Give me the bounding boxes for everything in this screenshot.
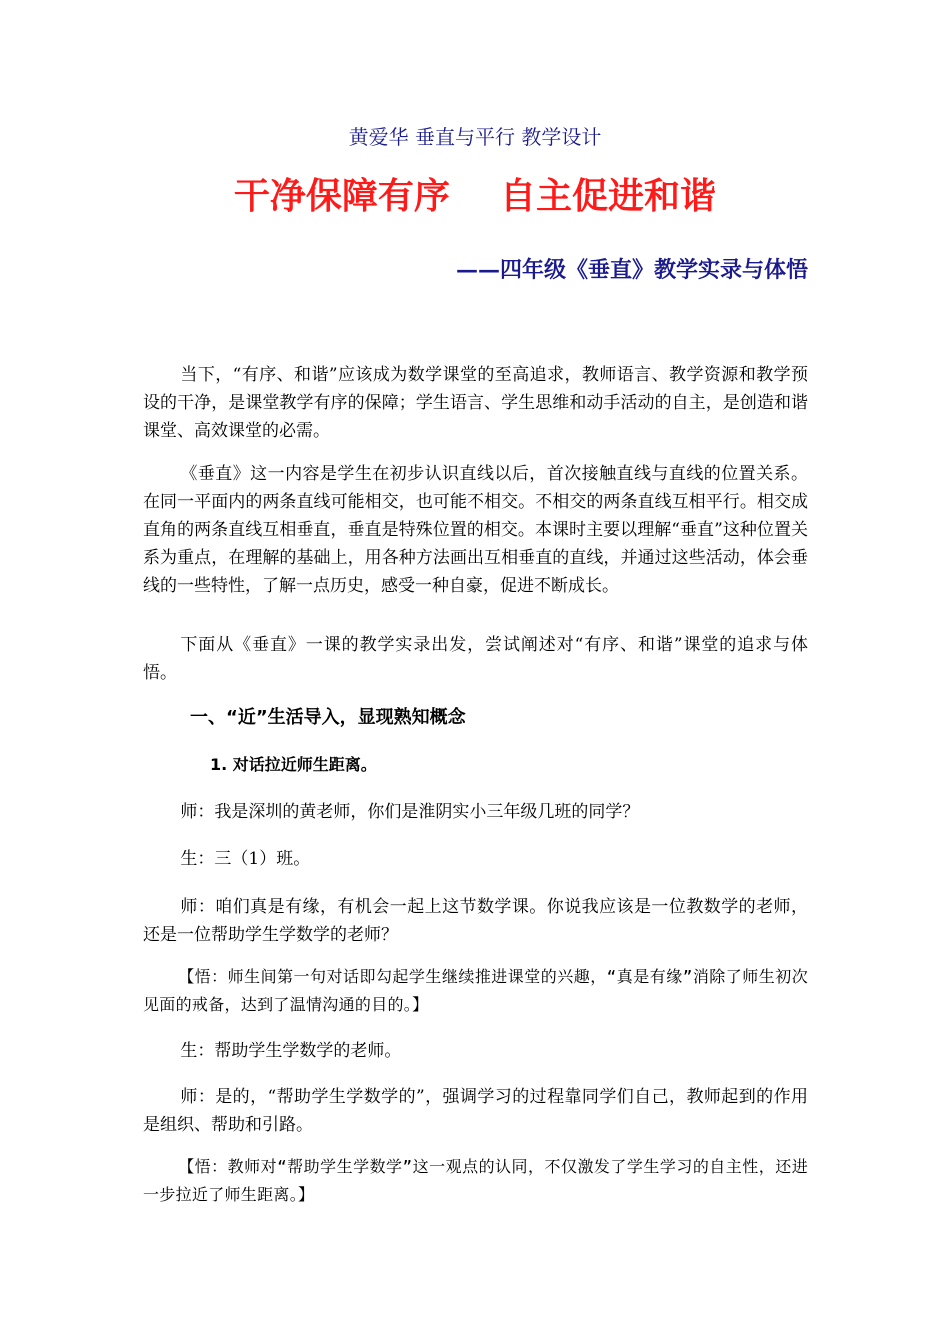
dialogue-line: 师：我是深圳的黄老师，你们是淮阴实小三年级几班的同学？ <box>180 802 640 822</box>
section-heading: 一、“近”生活导入，显现熟知概念 <box>190 707 466 728</box>
dialogue-line: 生：帮助学生学数学的老师。 <box>180 1041 402 1061</box>
dialogue-line: 师：咱们真是有缘，有机会一起上这节数学课。你说我应该是一位教数学的老师，还是一位帮助学生学数学的老师？ <box>143 897 808 945</box>
document-header: 黄爱华 垂直与平行 教学设计 <box>348 125 602 149</box>
dialogue-line: 生：三（1）班。 <box>180 849 311 869</box>
intro-paragraph-2: 《垂直》这一内容是学生在初步认识直线以后，首次接触直线与直线的位置关系。在同一平面内的两条直线可能相交，也可能不相交。不相交的两条直线互相平行。相交成直角的两条直线互相垂直，垂直是特殊位置的相交。本课时主要以理解“垂直”这种位置关系为重点，在理解的基础上，用各种方法画出互相垂直的直线，并通过这些活动，体会垂线的一些特性，了解一点历史，感受一种自豪，促进不断成长。 <box>143 464 808 596</box>
main-title: 干净保障有序 自主促进和谐 <box>233 176 717 217</box>
insight-note: 【悟：师生间第一句对话即勾起学生继续推进课堂的兴趣，“真是有缘”消除了师生初次见面的戒备，达到了温情沟通的目的。】 <box>143 967 808 1014</box>
dialogue-line: 师：是的，“帮助学生学数学的”，强调学习的过程靠同学们自己，教师起到的作用是组织、帮助和引路。 <box>143 1087 808 1135</box>
intro-paragraph-3: 下面从《垂直》一课的教学实录出发，尝试阐述对“有序、和谐”课堂的追求与体悟。 <box>143 635 808 683</box>
intro-paragraph-1: 当下，“有序、和谐”应该成为数学课堂的至高追求，教师语言、教学资源和教学预设的干净，是课堂教学有序的保障；学生语言、学生思维和动手活动的自主，是创造和谐课堂、高效课堂的必需。 <box>143 365 808 441</box>
insight-note: 【悟：教师对“帮助学生学数学”这一观点的认同，不仅激发了学生学习的自主性，还进一步拉近了师生距离。】 <box>143 1157 808 1204</box>
subtitle: ——四年级《垂直》教学实录与体悟 <box>455 257 808 283</box>
subsection-heading: 1. 对话拉近师生距离。 <box>210 755 377 774</box>
